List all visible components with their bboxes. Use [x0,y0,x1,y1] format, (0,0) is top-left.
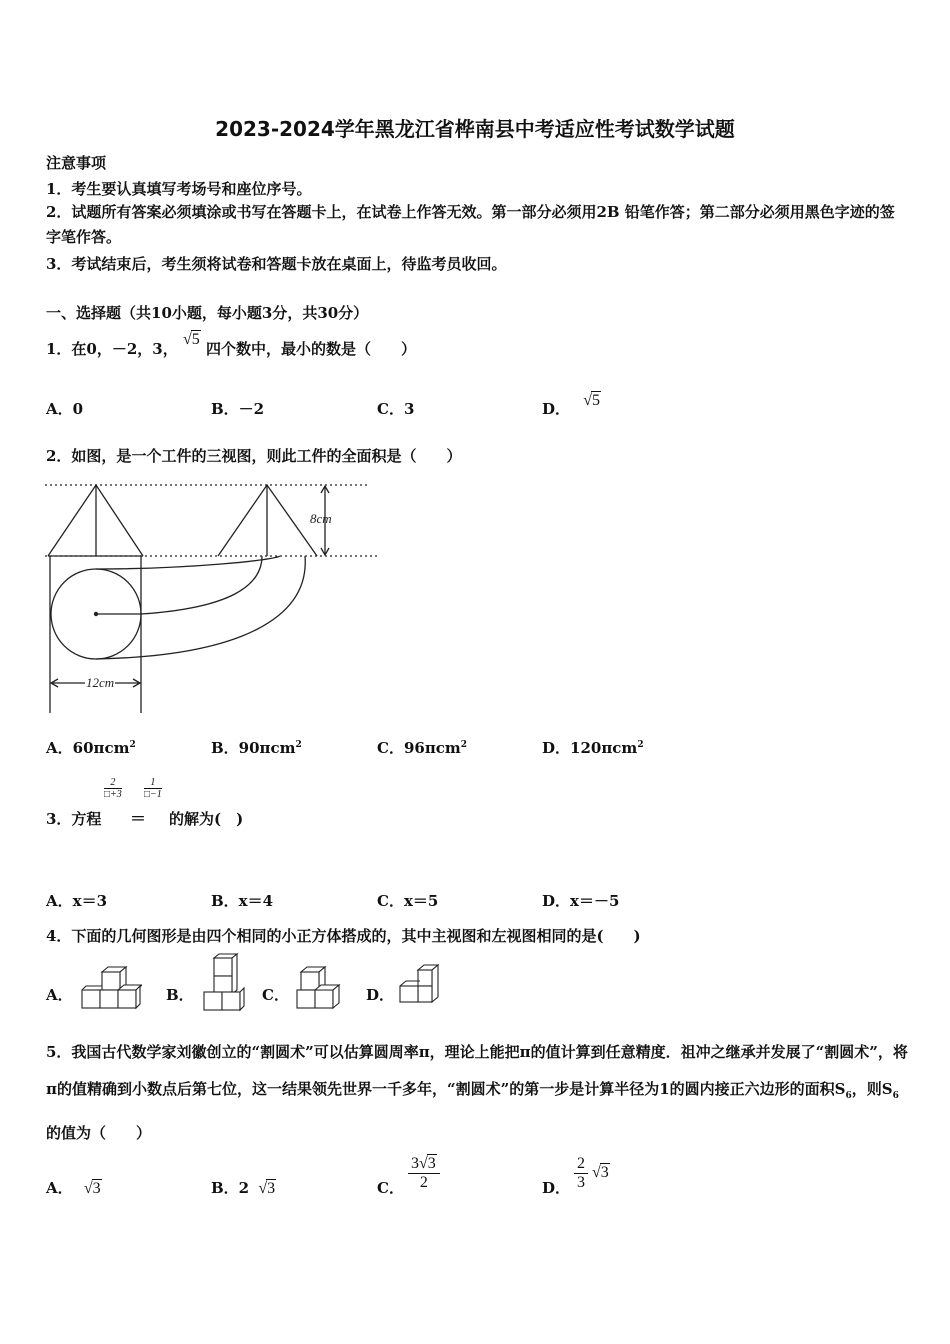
fraction-right [144,777,162,800]
fraction-numerator [408,1155,440,1174]
cube-figure-b [200,952,248,1012]
q5-option-c [377,1177,404,1198]
q4-option-c-label: C． [262,986,289,1004]
q2-option-c-label: C．96πcm [377,739,461,757]
q5-option-d-label: D． [542,1179,571,1197]
fraction-left [104,777,122,800]
sqrt-3-expression: √3 [258,1180,276,1197]
q4-option-a-label: A． [46,986,73,1004]
q5-option-a-label: A． [46,1179,73,1197]
question-3-suffix: 的解为( ) [169,810,244,828]
fraction-denominator: 3 [577,1174,585,1191]
page-title: 2023-2024学年黑龙江省桦南县中考适应性考试数学试题 [215,117,735,141]
height-label: 8cm [310,511,332,526]
q2-option-d-label: D．120πcm [542,739,638,757]
sqrt-radicand: 5 [191,331,200,348]
section-heading: 一、选择题（共10小题，每小题3分，共30分） [46,304,369,322]
fraction-right-num: 1 [144,777,162,789]
q3-option-c: C．x＝5 [377,892,439,910]
question-5 [46,1034,908,1152]
q1-option-c: C．3 [377,400,415,418]
question-5-text-c: 的值为（ ） [46,1124,152,1142]
sqrt-3-expression: √3 [419,1155,436,1172]
cube-figure-a [80,966,142,1010]
notice-heading: 注意事项 [46,154,107,172]
q3-option-d: D．x＝－5 [542,892,620,910]
fraction-numerator: 2 [574,1155,588,1174]
q1-option-d [542,392,601,419]
question-3-prefix: 3．方程 [46,810,102,828]
q1-option-d-label: D． [542,400,571,418]
q5-option-d-fraction [574,1155,588,1192]
q4-option-d-label: D． [366,986,395,1004]
question-5-text-a: 5．我国古代数学家刘徽创立的“割圆术”可以估算圆周率π，理论上能把π的值计算到任意精度．祖冲之继承并发展了“割圆术”，将π的值精确到小数点后第七位，这一结果领先世界一千多年，“割圆术”的第一步是计算半径为1的圆内接正六边形的面积S [46,1043,908,1098]
q2-option-c-sup: 2 [460,740,468,750]
sqrt-3-expression: √3 [592,1164,609,1181]
q2-option-a-label: A．60πcm [46,739,130,757]
question-2: 2．如图，是一个工件的三视图，则此工件的全面积是（ ） [46,447,462,465]
q4-option-b-label: B． [166,986,194,1004]
coefficient: 3 [411,1155,419,1172]
q2-option-b-label: B．90πcm [211,739,296,757]
question-1-prefix: 1．在0，－2，3， [46,340,178,358]
q1-option-a: A．0 [46,400,84,418]
notice-item-2: 2．试题所有答案必须填涂或书写在答题卡上，在试卷上作答无效。第一部分必须用2B 铅笔作答；第二部分必须用黑色字迹的签字笔作答。 [46,203,895,246]
q5-option-d [542,1177,570,1198]
question-1 [46,331,417,359]
question-5-sub-2: 6 [892,1091,899,1101]
q5-option-c-label: C． [377,1179,404,1197]
three-view-figure [40,478,385,718]
q2-option-d-sup: 2 [637,740,644,750]
sqrt-5-expression: √5 [182,331,200,348]
question-5-sub-1: 6 [845,1091,852,1101]
q1-option-b: B．－2 [211,400,265,418]
fraction-left-num: 2 [104,777,122,789]
q3-option-a: A．x＝3 [46,892,108,910]
notice-item-3: 3．考试结束后，考生须将试卷和答题卡放在桌面上，待监考员收回。 [46,255,507,273]
q5-option-a [46,1177,102,1198]
sqrt-5-expression: √5 [583,392,601,409]
q5-option-d-sqrt [592,1163,610,1182]
cube-figure-d [394,962,448,1012]
q3-option-b: B．x＝4 [211,892,274,910]
fraction-left-den: □+3 [104,789,122,800]
q5-option-c-fraction [408,1155,440,1192]
question-5-text-b: ，则S [851,1080,893,1098]
sqrt-radicand: 3 [600,1164,609,1181]
question-1-suffix: 四个数中，最小的数是（ ） [206,340,417,358]
question-4: 4．下面的几何图形是由四个相同的小正方体搭成的，其中主视图和左视图相同的是( ) [46,927,641,945]
q2-option-a [46,737,136,758]
fraction-right-den: □−1 [144,789,162,800]
q2-option-d [542,737,644,758]
notice-item-1: 1．考生要认真填写考场号和座位序号。 [46,180,312,198]
fraction-denominator: 2 [419,1174,428,1191]
sqrt-radicand: 3 [92,1180,101,1197]
equals-sign: ＝ [130,809,147,828]
q5-option-b [211,1177,276,1198]
q2-option-b-sup: 2 [295,740,302,750]
q2-option-c [377,737,467,758]
q2-option-b [211,737,302,758]
sqrt-radicand: 5 [592,392,601,409]
q5-option-b-label: B．2 [211,1179,250,1197]
q2-option-a-sup: 2 [129,740,136,750]
sqrt-radicand: 3 [427,1155,436,1172]
sqrt-3-expression: √3 [83,1180,101,1197]
width-label: 12cm [86,675,115,690]
cube-figure-c [293,966,345,1010]
sqrt-radicand: 3 [267,1180,276,1197]
